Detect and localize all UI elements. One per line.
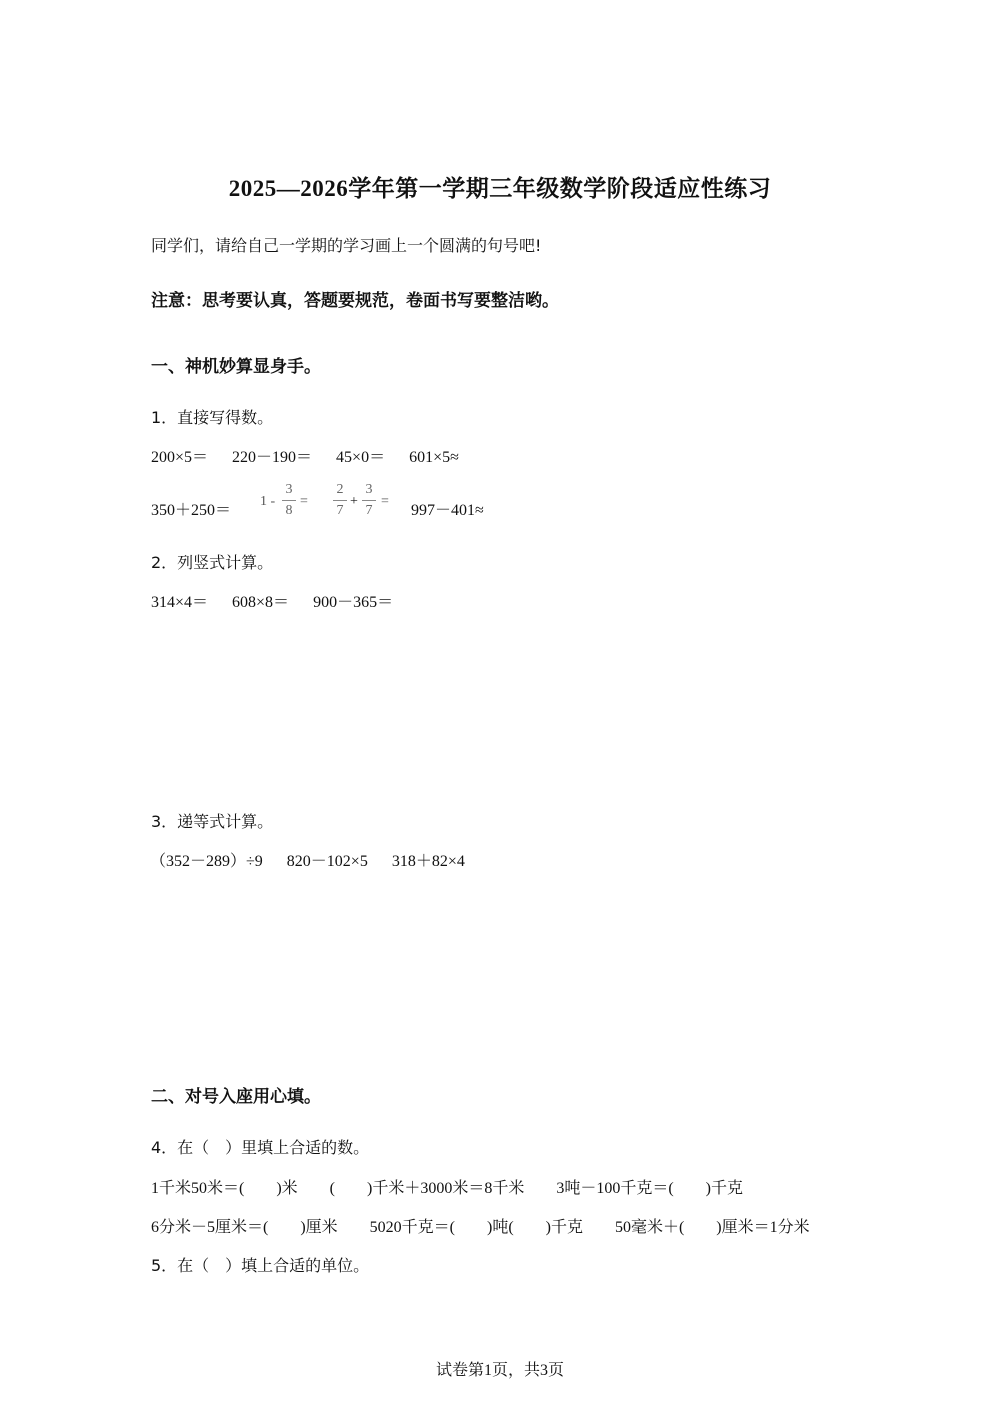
fraction-2-7 — [333, 483, 347, 518]
q2-items — [151, 589, 393, 612]
q1-item: 200×5＝ — [151, 449, 209, 466]
fraction-numerator: 3 — [365, 482, 373, 497]
q5-label: 5．在（ ）填上合适的单位。 — [151, 1256, 370, 1275]
q3-item: （352－289）÷9 — [150, 853, 263, 870]
q3-item: 820－102×5 — [286, 853, 368, 870]
frac1-prefix: 1 - — [260, 494, 276, 509]
page-title: 2025—2026学年第一学期三年级数学阶段适应性练习 — [228, 176, 772, 201]
q4-label: 4．在（ ）里填上合适的数。 — [151, 1138, 370, 1157]
q3-item: 318＋82×4 — [391, 853, 465, 870]
q1-label: 1．直接写得数。 — [151, 408, 274, 427]
fraction-denominator: 7 — [365, 503, 373, 518]
q1-item: 350＋250＝ — [151, 502, 232, 519]
fraction-denominator: 8 — [285, 503, 293, 518]
fraction-numerator: 2 — [336, 482, 344, 497]
fraction-bar — [282, 500, 296, 501]
q2-item: 900－365＝ — [313, 594, 394, 611]
q4-line2: 6分米－5厘米＝( )厘米 5020千克＝( )吨( )千克 50毫米＋( )厘米＝1分米 — [151, 1219, 810, 1236]
frac1-equals: = — [300, 494, 308, 509]
fraction-3-7 — [362, 483, 376, 518]
fraction-bar — [333, 500, 347, 501]
frac2-equals: = — [381, 494, 389, 509]
section2-heading: 二、对号入座用心填。 — [151, 1087, 321, 1107]
q2-item: 608×8＝ — [232, 594, 290, 611]
q1-item: 220－190＝ — [232, 449, 313, 466]
fraction-numerator: 3 — [285, 482, 293, 497]
q3-items — [150, 848, 465, 871]
intro-text: 同学们，请给自己一学期的学习画上一个圆满的句号吧! — [151, 236, 542, 255]
plus-sign: + — [350, 494, 358, 509]
fraction-3-8 — [282, 483, 296, 518]
q1-item: 997－401≈ — [411, 502, 484, 519]
q1-row1 — [151, 444, 459, 467]
q2-label: 2．列竖式计算。 — [151, 553, 274, 572]
page-footer: 试卷第1页，共3页 — [435, 1362, 564, 1379]
notice-text: 注意：思考要认真，答题要规范，卷面书写要整洁哟。 — [151, 291, 559, 311]
q3-label: 3．递等式计算。 — [151, 812, 274, 831]
q1-item: 601×5≈ — [409, 449, 459, 466]
section1-heading: 一、神机妙算显身手。 — [151, 357, 321, 377]
q1-item: 45×0＝ — [336, 449, 386, 466]
fraction-denominator: 7 — [336, 503, 344, 518]
q2-item: 314×4＝ — [151, 594, 209, 611]
q4-line1: 1千米50米＝( )米 ( )千米＋3000米＝8千米 3吨－100千克＝( )千克 — [151, 1180, 743, 1197]
fraction-bar — [362, 500, 376, 501]
